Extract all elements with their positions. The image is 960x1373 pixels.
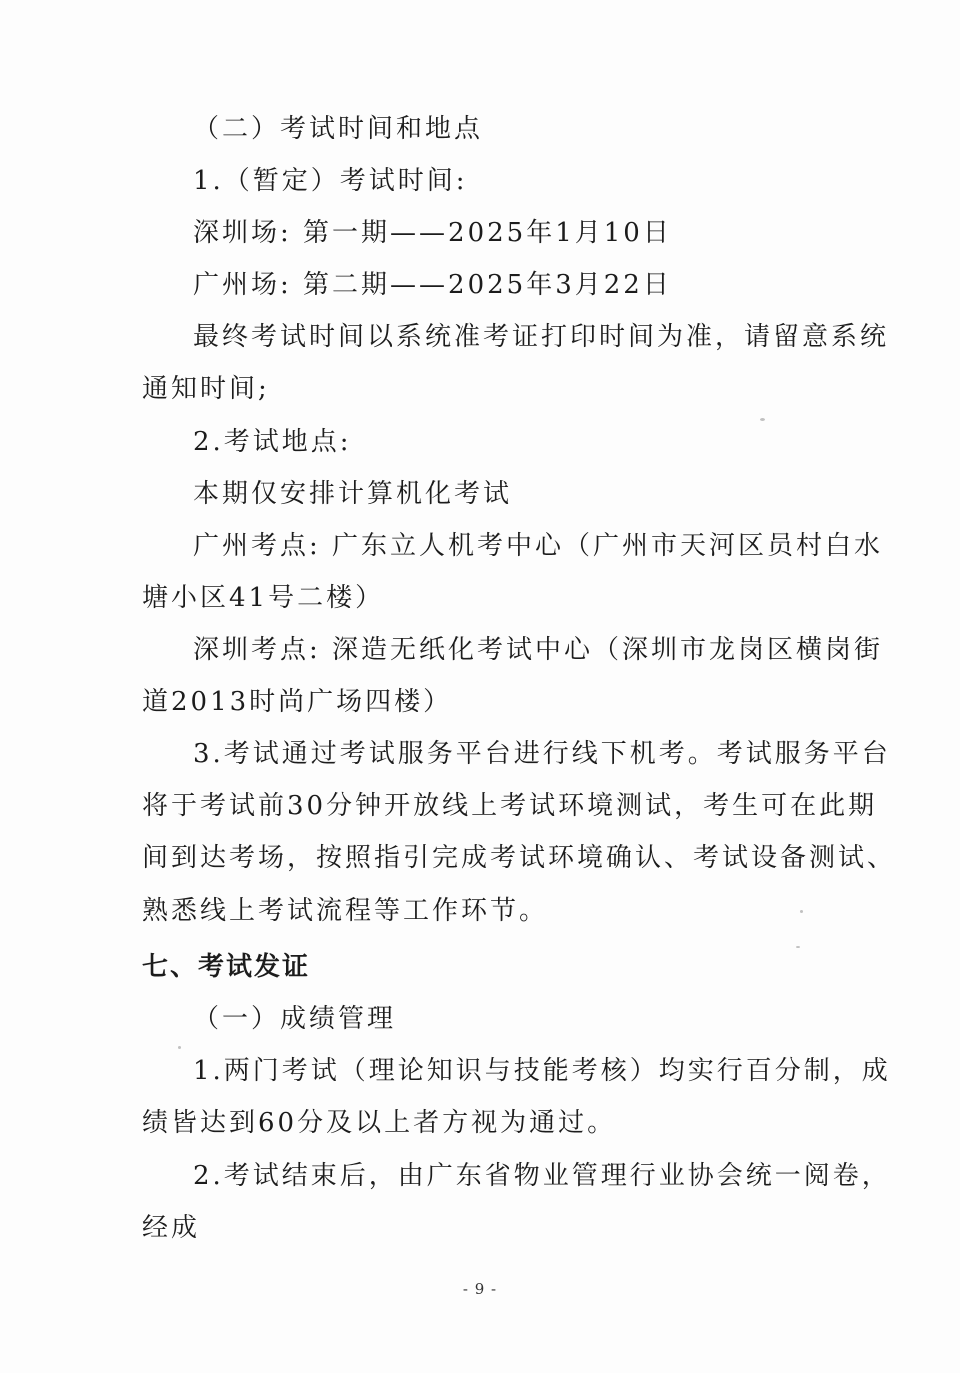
platform-paragraph-line3: 间到达考场，按照指引完成考试环境确认、考试设备测试、 bbox=[142, 843, 897, 873]
scoring-paragraph-line1: 1.两门考试（理论知识与技能考核）均实行百分制，成 bbox=[193, 1056, 891, 1086]
shenzhen-site-line1: 深圳考点: 深造无纸化考试中心（深圳市龙岗区横岗街 bbox=[193, 635, 884, 665]
page-number: - 9 - bbox=[462, 1280, 498, 1298]
platform-paragraph-line2: 将于考试前30分钟开放线上考试环境测试，考生可在此期 bbox=[142, 791, 878, 821]
exam-time-note-line2: 通知时间; bbox=[142, 374, 270, 404]
grading-paragraph-line1: 2.考试结束后，由广东省物业管理行业协会统一阅卷， bbox=[193, 1161, 891, 1191]
item-exam-time-title: 1.（暂定）考试时间: bbox=[193, 166, 468, 196]
exam-format-text: 本期仅安排计算机化考试 bbox=[193, 479, 513, 509]
scan-speck bbox=[760, 418, 765, 421]
exam-time-note-line1: 最终考试时间以系统准考证打印时间为准，请留意系统 bbox=[193, 322, 890, 352]
shenzhen-session-date: 深圳场: 第一期——2025年1月10日 bbox=[193, 218, 672, 248]
grading-paragraph-line2: 经成 bbox=[142, 1213, 201, 1243]
subsection-heading-score-management: （一）成绩管理 bbox=[193, 1004, 397, 1034]
platform-paragraph-line4: 熟悉线上考试流程等工作环节。 bbox=[142, 896, 549, 926]
item-exam-location-title: 2.考试地点: bbox=[193, 427, 352, 457]
shenzhen-site-line2: 道2013时尚广场四楼） bbox=[142, 687, 453, 717]
scan-speck bbox=[800, 910, 803, 913]
guangzhou-site-line2: 塘小区41号二楼） bbox=[142, 583, 385, 613]
subsection-heading-exam-time-place: （二）考试时间和地点 bbox=[193, 114, 484, 144]
scan-speck bbox=[178, 1046, 181, 1049]
platform-paragraph-line1: 3.考试通过考试服务平台进行线下机考。考试服务平台 bbox=[193, 739, 891, 769]
scan-speck bbox=[796, 946, 800, 948]
scoring-paragraph-line2: 绩皆达到60分及以上者方视为通过。 bbox=[142, 1108, 617, 1138]
guangzhou-session-date: 广州场: 第二期——2025年3月22日 bbox=[193, 270, 672, 300]
section-heading-exam-certificate: 七、考试发证 bbox=[142, 952, 311, 982]
guangzhou-site-line1: 广州考点: 广东立人机考中心（广州市天河区员村白水 bbox=[193, 531, 884, 561]
